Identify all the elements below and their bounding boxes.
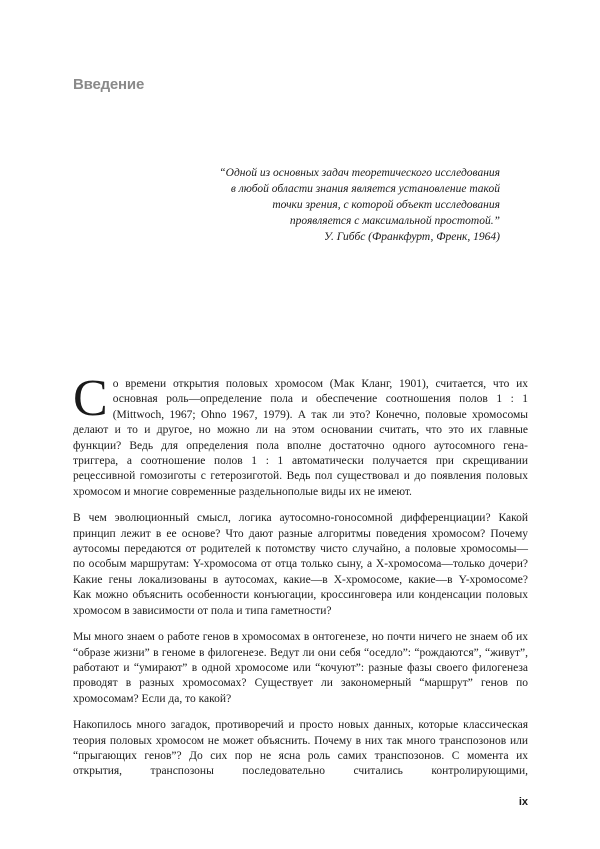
text-line: Мы много знаем о работе генов в хромосомах в онтогенезе, но почти ничего не знаем об их [73,631,528,644]
text-line: триггера, а соотношение полов 1 : 1 автоматически получается при скрещивании [73,455,528,468]
text-line: (Mittwoch, 1967; Ohno 1967, 1979). А так ли это? Конечно, половые хромосомы [112,408,528,421]
text-line: “образе жизни” в геноме в филогенезе. Ведут ли они себя “оседло”: “рождаются”, “живут”, [73,646,528,659]
paragraph-3 [73,630,528,707]
text-line: основная роль—определение пола и обеспечение соотношения полов 1 : 1 [112,393,528,406]
body-text [73,370,528,791]
text-line: “прыгающих генов”? До сих пор не ясна роль самих транспозонов. С момента их [73,749,528,762]
text-line: Накопилось много загадок, противоречий и просто новых данных, которые классическая [73,719,528,732]
section-heading: Введение [73,76,145,93]
text-line: функции? Ведь для определения пола вполне достаточно одного аутосомного гена- [73,439,528,452]
text-line: по особым маршрутам: Y-хромосома от отца только сыну, а Х-хромосома—только дочери? [73,558,528,571]
text-line: Как можно объяснить особенности конъюгации, кроссинговера или конденсации половых [73,589,528,602]
text-line: аутосомы передаются от родителей к потомству чисто случайно, а половые хромосомы— [73,543,528,556]
paragraph-1 [73,370,528,500]
text-line: хромосом и многие современные раздельнополые виды их не имеют. [73,485,412,498]
text-line: принцип лежит в ее основе? Что дают разные алгоритмы поведения хромосом? Почему [73,527,528,540]
text-line: проводят в разных хромосомах? Существует ли закономерный “маршрут” генов по [73,677,528,690]
epigraph [170,165,500,245]
paragraph-2 [73,511,528,619]
text-line: В чем эволюционный смысл, логика аутосомно-гоносомной дифференциации? Какой [73,512,528,525]
text-line: открытия, транспозоны последовательно считались контролирующими, [73,765,528,778]
text-line: рецессивной гомозиготы с гетерозиготой. Ведь пол существовал и до появления половых [73,470,528,483]
text-line: теория половых хромосом не может объяснить. Почему в них так много транспозонов или [73,734,528,747]
paragraph-4 [73,718,528,780]
drop-cap: С [73,370,108,427]
epigraph-attribution: У. Гиббс (Франкфурт, Френк, 1964) [323,231,500,243]
epigraph-line: точки зрения, с которой объект исследования [272,199,500,211]
epigraph-line: в любой области знания является установление такой [230,183,500,195]
text-line: Какие гены локализованы в аутосомах, какие—в Х-хромосоме, какие—в Y-хромосоме? [73,573,528,586]
text-line: о времени открытия половых хромосом (Мак Кланг, 1901), считается, что их [112,378,528,390]
page-number: ix [518,796,528,808]
text-line: хромосом в зависимости от пола и типа гаметности? [73,604,332,617]
epigraph-line: проявляется с максимальной простотой.” [289,215,500,227]
text-line: хромосомам? Если да, то какой? [73,692,232,705]
text-line: делают и то и другое, но можно ли на этом основании считать, что это их главные [73,424,528,437]
epigraph-line: “Одной из основных задач теоретического исследования [219,167,500,179]
text-line: работают и “умирают” в одной хромосоме или “кочуют”: разные фазы своего филогенеза [73,661,528,674]
